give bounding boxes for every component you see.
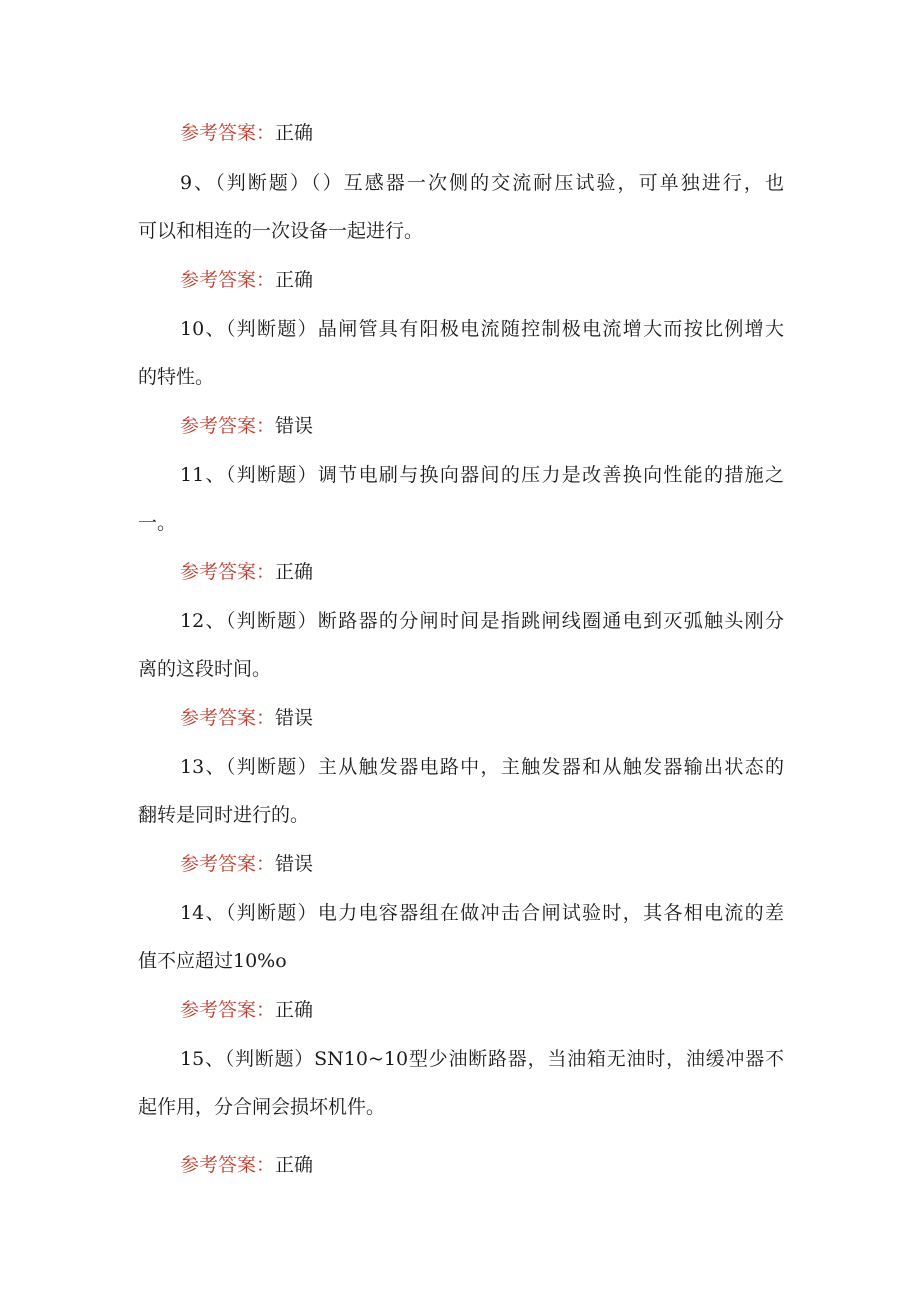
answer-label: 参考答案： bbox=[180, 415, 276, 437]
answer-line-9 bbox=[180, 268, 313, 292]
answer-label: 参考答案： bbox=[180, 561, 276, 583]
answer-value: 错误 bbox=[275, 707, 314, 729]
question-9-line-2: 可以和相连的一次设备一起进行。 bbox=[138, 220, 424, 242]
answer-value: 正确 bbox=[275, 122, 314, 144]
answer-label: 参考答案： bbox=[180, 1154, 276, 1176]
answer-label: 参考答案： bbox=[180, 853, 276, 875]
question-15-line-1: 15、（判断题）SN10~10型少油断路器，当油箱无油时，油缓冲器不 bbox=[180, 1048, 784, 1070]
answer-value: 正确 bbox=[275, 1154, 314, 1176]
answer-line-14 bbox=[180, 998, 313, 1022]
question-12-line-1: 12、（判断题）断路器的分闸时间是指跳闸线圈通电到灭弧触头刚分 bbox=[180, 610, 784, 632]
answer-value: 正确 bbox=[275, 999, 314, 1021]
answer-line-10 bbox=[180, 414, 313, 438]
question-15-line-2: 起作用，分合闸会损坏机件。 bbox=[138, 1096, 386, 1118]
question-13-line-2: 翻转是同时进行的。 bbox=[138, 804, 310, 826]
question-10-line-2: 的特性。 bbox=[138, 366, 215, 388]
question-14-line-2: 值不应超过10%o bbox=[138, 950, 287, 972]
question-13-line-1: 13、（判断题）主从触发器电路中，主触发器和从触发器输出状态的 bbox=[180, 756, 784, 778]
question-12-line-2: 离的这段时间。 bbox=[138, 658, 272, 680]
answer-label: 参考答案： bbox=[180, 122, 276, 144]
answer-label: 参考答案： bbox=[180, 999, 276, 1021]
question-14-line-1: 14、（判断题）电力电容器组在做冲击合闸试验时，其各相电流的差 bbox=[180, 902, 784, 924]
question-9-line-1: 9、（判断题）（）互感器一次侧的交流耐压试验，可单独进行，也 bbox=[180, 172, 784, 194]
answer-value: 错误 bbox=[275, 415, 314, 437]
question-11-line-1: 11、（判断题）调节电刷与换向器间的压力是改善换向性能的措施之 bbox=[180, 464, 784, 486]
answer-value: 正确 bbox=[275, 561, 314, 583]
question-10-line-1: 10、（判断题）晶闸管具有阳极电流随控制极电流增大而按比例增大 bbox=[180, 318, 784, 340]
answer-line-12 bbox=[180, 706, 313, 730]
answer-line-15 bbox=[180, 1153, 313, 1177]
question-11-line-2: 一。 bbox=[138, 512, 177, 534]
answer-line-8 bbox=[180, 121, 313, 145]
answer-value: 正确 bbox=[275, 269, 314, 291]
answer-value: 错误 bbox=[275, 853, 314, 875]
answer-line-11 bbox=[180, 560, 313, 584]
answer-label: 参考答案： bbox=[180, 269, 276, 291]
answer-label: 参考答案： bbox=[180, 707, 276, 729]
answer-line-13 bbox=[180, 852, 313, 876]
